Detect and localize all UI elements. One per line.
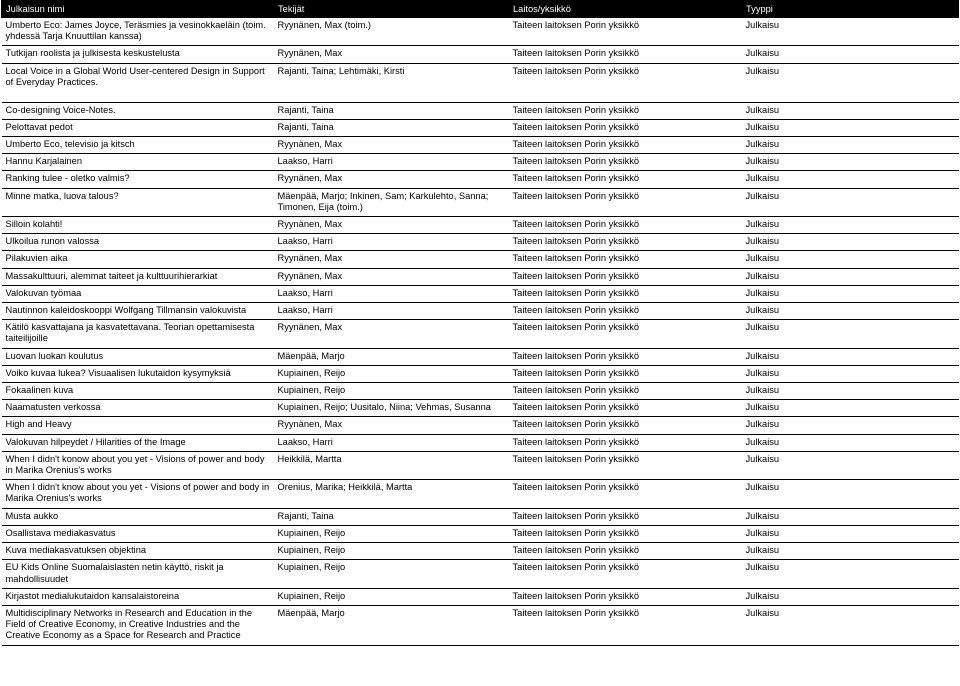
cell-title: Multidisciplinary Networks in Research and Education in the Field of Creative Economy, in Creative Industries and the Creative Economy as a Space for Research and Practice [2,605,274,645]
cell-type: Julkaisu [742,102,959,119]
table-row [2,303,959,320]
cell-title: Nautinnon kaleidoskooppi Wolfgang Tillmansin valokuvista [2,303,274,320]
cell-title: High and Heavy [2,417,274,434]
cell-type: Julkaisu [742,508,959,525]
table-row [2,46,959,63]
cell-title: Tutkijan roolista ja julkisesta keskustelusta [2,46,274,63]
cell-authors: Ryynänen, Max [274,251,509,268]
table-header-row [2,1,959,18]
cell-authors: Kupiainen, Reijo [274,588,509,605]
cell-authors: Kupiainen, Reijo [274,365,509,382]
table-row [2,320,959,348]
table-row [2,588,959,605]
cell-type: Julkaisu [742,234,959,251]
cell-authors: Orenius, Marika; Heikkilä, Martta [274,480,509,508]
cell-authors: Ryynänen, Max [274,46,509,63]
cell-title: Ulkoilua runon valossa [2,234,274,251]
cell-title: Local Voice in a Global World User-centered Design in Support of Everyday Practices. [2,63,274,102]
cell-type: Julkaisu [742,560,959,588]
cell-unit: Taiteen laitoksen Porin yksikkö [509,251,742,268]
cell-authors: Ryynänen, Max (toim.) [274,18,509,46]
cell-title: Hannu Karjalainen [2,154,274,171]
cell-unit: Taiteen laitoksen Porin yksikkö [509,383,742,400]
cell-authors: Heikkilä, Martta [274,451,509,479]
cell-type: Julkaisu [742,18,959,46]
cell-unit: Taiteen laitoksen Porin yksikkö [509,303,742,320]
cell-title: Umberto Eco, televisio ja kitsch [2,137,274,154]
cell-unit: Taiteen laitoksen Porin yksikkö [509,320,742,348]
cell-authors: Ryynänen, Max [274,268,509,285]
cell-type: Julkaisu [742,303,959,320]
table-row [2,605,959,645]
cell-authors: Ryynänen, Max [274,217,509,234]
cell-type: Julkaisu [742,154,959,171]
cell-unit: Taiteen laitoksen Porin yksikkö [509,268,742,285]
cell-authors: Mäenpää, Marjo; Inkinen, Sam; Karkulehto, Sanna; Timonen, Eija (toim.) [274,188,509,216]
cell-title: When I didn't know about you yet - Visions of power and body in Marika Orenius's works [2,480,274,508]
cell-unit: Taiteen laitoksen Porin yksikkö [509,154,742,171]
table-row [2,171,959,188]
cell-type: Julkaisu [742,188,959,216]
cell-authors: Kupiainen, Reijo; Uusitalo, Niina; Vehmas, Susanna [274,400,509,417]
table-row [2,234,959,251]
cell-unit: Taiteen laitoksen Porin yksikkö [509,18,742,46]
cell-unit: Taiteen laitoksen Porin yksikkö [509,285,742,302]
cell-unit: Taiteen laitoksen Porin yksikkö [509,119,742,136]
table-row [2,451,959,479]
cell-type: Julkaisu [742,171,959,188]
cell-unit: Taiteen laitoksen Porin yksikkö [509,543,742,560]
table-row [2,508,959,525]
cell-unit: Taiteen laitoksen Porin yksikkö [509,188,742,216]
cell-type: Julkaisu [742,525,959,542]
cell-authors: Rajanti, Taina [274,102,509,119]
table-row [2,251,959,268]
cell-unit: Taiteen laitoksen Porin yksikkö [509,365,742,382]
table-row [2,188,959,216]
cell-title: Pilakuvien aika [2,251,274,268]
cell-title: Silloin kolahti! [2,217,274,234]
cell-title: Valokuvan hilpeydet / Hilarities of the Image [2,434,274,451]
cell-unit: Taiteen laitoksen Porin yksikkö [509,417,742,434]
cell-unit: Taiteen laitoksen Porin yksikkö [509,217,742,234]
cell-unit: Taiteen laitoksen Porin yksikkö [509,400,742,417]
cell-type: Julkaisu [742,217,959,234]
cell-authors: Ryynänen, Max [274,137,509,154]
table-row [2,417,959,434]
cell-authors: Mäenpää, Marjo [274,348,509,365]
cell-authors: Rajanti, Taina [274,508,509,525]
header-type: Tyyppi [742,1,959,18]
cell-unit: Taiteen laitoksen Porin yksikkö [509,588,742,605]
cell-type: Julkaisu [742,119,959,136]
cell-authors: Laakso, Harri [274,285,509,302]
cell-unit: Taiteen laitoksen Porin yksikkö [509,348,742,365]
cell-authors: Rajanti, Taina; Lehtimäki, Kirsti [274,63,509,102]
cell-unit: Taiteen laitoksen Porin yksikkö [509,137,742,154]
table-row [2,383,959,400]
table-row [2,137,959,154]
cell-title: EU Kids Online Suomalaislasten netin käyttö, riskit ja mahdollisuudet [2,560,274,588]
cell-type: Julkaisu [742,285,959,302]
table-row [2,560,959,588]
cell-type: Julkaisu [742,400,959,417]
cell-authors: Kupiainen, Reijo [274,560,509,588]
cell-authors: Rajanti, Taina [274,119,509,136]
cell-title: Kuva mediakasvatuksen objektina [2,543,274,560]
cell-type: Julkaisu [742,588,959,605]
cell-authors: Mäenpää, Marjo [274,605,509,645]
cell-type: Julkaisu [742,251,959,268]
cell-unit: Taiteen laitoksen Porin yksikkö [509,234,742,251]
cell-title: Kirjastot medialukutaidon kansalaistoreina [2,588,274,605]
cell-title: Kätilö kasvattajana ja kasvatettavana. Teorian opettamisesta taiteilijoille [2,320,274,348]
cell-title: Valokuvan työmaa [2,285,274,302]
cell-type: Julkaisu [742,480,959,508]
cell-title: Luovan luokan koulutus [2,348,274,365]
cell-type: Julkaisu [742,383,959,400]
cell-type: Julkaisu [742,46,959,63]
cell-authors: Ryynänen, Max [274,320,509,348]
cell-authors: Laakso, Harri [274,303,509,320]
cell-authors: Laakso, Harri [274,434,509,451]
cell-authors: Kupiainen, Reijo [274,383,509,400]
cell-unit: Taiteen laitoksen Porin yksikkö [509,451,742,479]
cell-authors: Laakso, Harri [274,154,509,171]
cell-title: Umberto Eco: James Joyce, Teräsmies ja vesinokkaeläin (toim. yhdessä Tarja Knuuttilan kanssa) [2,18,274,46]
cell-unit: Taiteen laitoksen Porin yksikkö [509,171,742,188]
cell-title: When I didn't konow about you yet - Visions of power and body in Marika Orenius's works [2,451,274,479]
cell-unit: Taiteen laitoksen Porin yksikkö [509,102,742,119]
cell-title: Musta aukko [2,508,274,525]
cell-type: Julkaisu [742,320,959,348]
cell-title: Ranking tulee - oletko valmis? [2,171,274,188]
cell-title: Fokaalinen kuva [2,383,274,400]
table-row [2,400,959,417]
header-unit: Laitos/yksikkö [509,1,742,18]
cell-type: Julkaisu [742,268,959,285]
cell-unit: Taiteen laitoksen Porin yksikkö [509,560,742,588]
table-row [2,63,959,102]
cell-unit: Taiteen laitoksen Porin yksikkö [509,434,742,451]
cell-type: Julkaisu [742,348,959,365]
cell-unit: Taiteen laitoksen Porin yksikkö [509,605,742,645]
cell-type: Julkaisu [742,605,959,645]
table-row [2,268,959,285]
table-row [2,480,959,508]
table-row [2,217,959,234]
cell-unit: Taiteen laitoksen Porin yksikkö [509,508,742,525]
cell-title: Voiko kuvaa lukea? Visuaalisen lukutaidon kysymyksiä [2,365,274,382]
cell-title: Co-designing Voice-Notes. [2,102,274,119]
table-row [2,525,959,542]
header-authors: Tekijät [274,1,509,18]
cell-authors: Laakso, Harri [274,234,509,251]
table-row [2,365,959,382]
cell-type: Julkaisu [742,434,959,451]
cell-authors: Ryynänen, Max [274,417,509,434]
cell-unit: Taiteen laitoksen Porin yksikkö [509,525,742,542]
cell-type: Julkaisu [742,63,959,102]
table-row [2,434,959,451]
cell-type: Julkaisu [742,365,959,382]
cell-title: Pelottavat pedot [2,119,274,136]
cell-type: Julkaisu [742,417,959,434]
table-row [2,119,959,136]
table-row [2,102,959,119]
cell-authors: Kupiainen, Reijo [274,525,509,542]
cell-unit: Taiteen laitoksen Porin yksikkö [509,46,742,63]
table-row [2,285,959,302]
cell-authors: Ryynänen, Max [274,171,509,188]
cell-title: Osallistava mediakasvatus [2,525,274,542]
publications-table [1,0,959,646]
table-body [2,18,959,646]
header-title: Julkaisun nimi [2,1,274,18]
table-row [2,18,959,46]
cell-title: Naamatusten verkossa [2,400,274,417]
cell-title: Minne matka, luova talous? [2,188,274,216]
cell-unit: Taiteen laitoksen Porin yksikkö [509,63,742,102]
cell-authors: Kupiainen, Reijo [274,543,509,560]
cell-type: Julkaisu [742,137,959,154]
table-row [2,348,959,365]
cell-title: Massakulttuuri, alemmat taiteet ja kulttuurihierarkiat [2,268,274,285]
table-row [2,154,959,171]
cell-unit: Taiteen laitoksen Porin yksikkö [509,480,742,508]
cell-type: Julkaisu [742,451,959,479]
cell-type: Julkaisu [742,543,959,560]
table-row [2,543,959,560]
